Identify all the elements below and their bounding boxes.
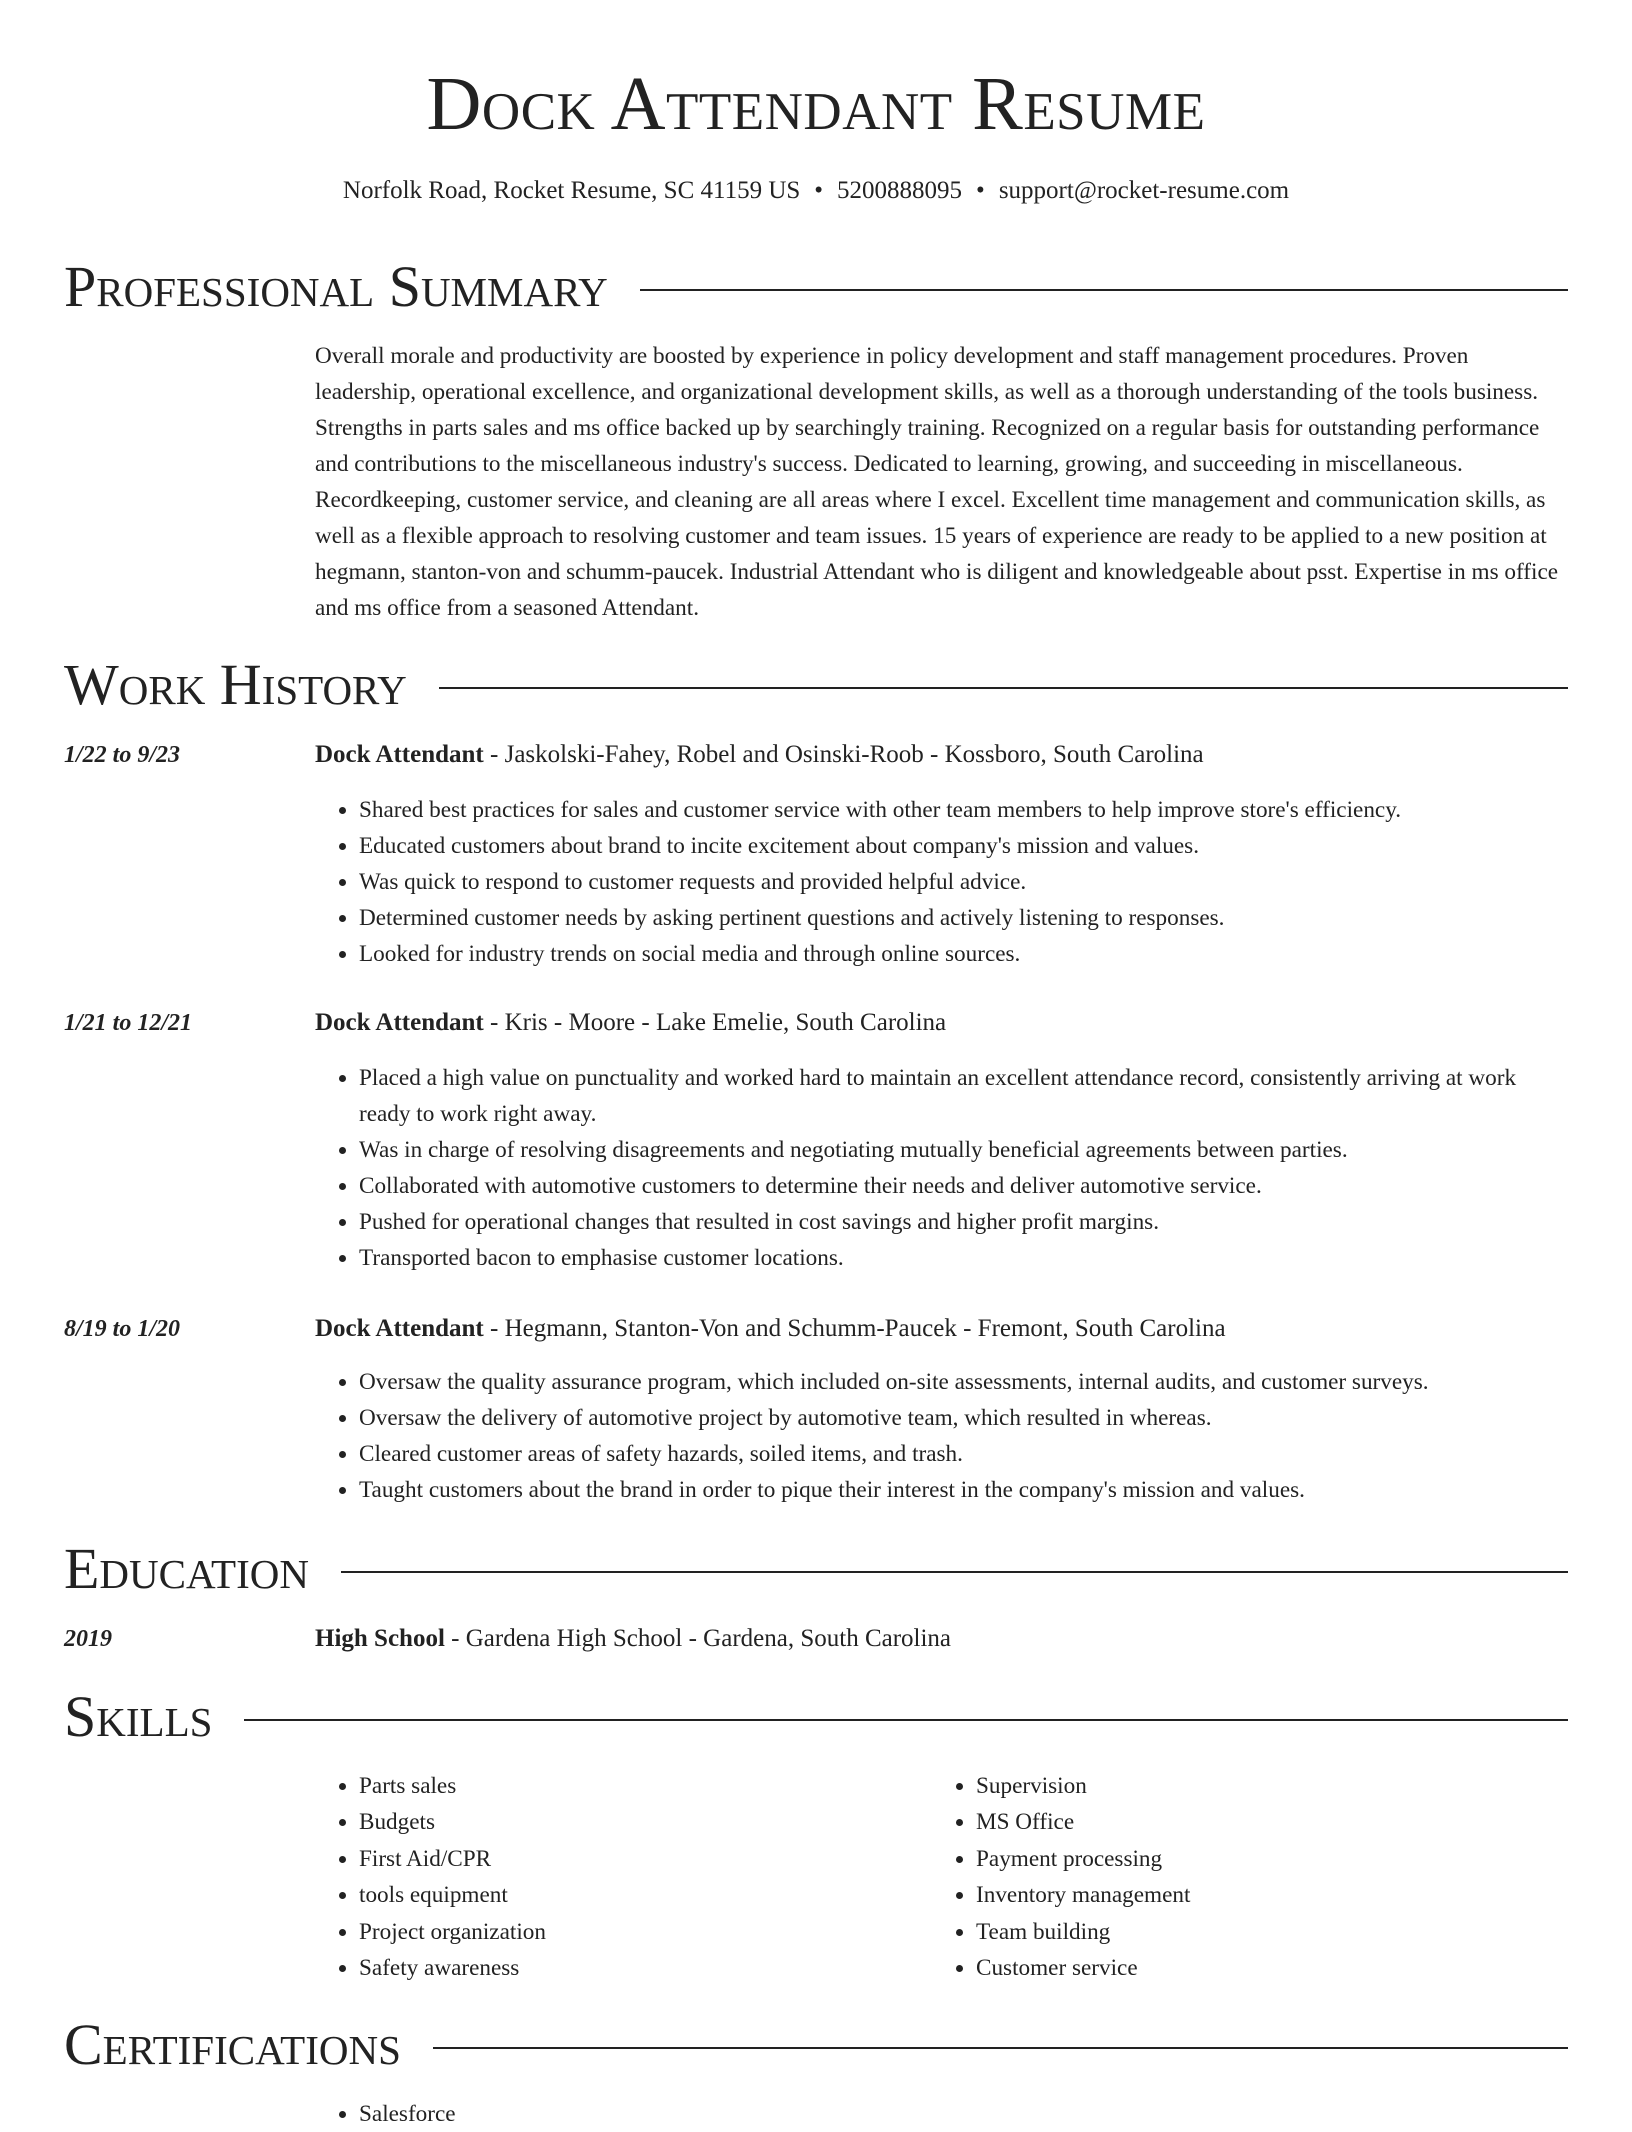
skill-item: • Budgets <box>359 1804 939 1840</box>
skill-item: • MS Office <box>976 1804 1576 1840</box>
job-bullets <box>315 792 1568 972</box>
skill-item: • Supervision <box>976 1768 1576 1804</box>
job-date: 1/22 to 9/23 <box>64 742 181 768</box>
skill-item: • Parts sales <box>359 1768 939 1804</box>
skills-list-right <box>932 1768 1576 1986</box>
job-details: - Jaskolski-Fahey, Robel and Osinski-Roob - Kossboro, South Carolina <box>483 741 1204 768</box>
skill-item: • Project organization <box>359 1914 939 1950</box>
job-date: 1/21 to 12/21 <box>64 1010 193 1036</box>
job-title: Dock Attendant <box>315 1009 484 1036</box>
job-bullets <box>315 1364 1568 1508</box>
certification-item: • Salesforce <box>359 2096 959 2132</box>
section-header-skills <box>64 1684 1568 1750</box>
section-header-certifications <box>64 2012 1568 2078</box>
list-item: • Collaborated with automotive customers to determine their needs and deliver automotive service. <box>359 1168 1568 1204</box>
job-heading <box>315 738 1204 772</box>
skill-item: • Safety awareness <box>359 1950 939 1986</box>
job-heading <box>315 1312 1226 1346</box>
education-date: 2019 <box>64 1626 112 1652</box>
skill-item: • First Aid/CPR <box>359 1841 939 1877</box>
skill-item: • Team building <box>976 1914 1576 1950</box>
list-item: • Looked for industry trends on social media and through online sources. <box>359 936 1568 972</box>
address: Norfolk Road, Rocket Resume, SC 41159 US <box>342 177 801 204</box>
job-details: - Kris - Moore - Lake Emelie, South Carolina <box>483 1009 947 1036</box>
section-header-summary <box>64 254 1568 320</box>
education-details: - Gardena High School - Gardena, South Carolina <box>444 1625 952 1652</box>
list-item: • Taught customers about the brand in order to pique their interest in the company's mission and values. <box>359 1472 1568 1508</box>
list-item: • Was in charge of resolving disagreements and negotiating mutually beneficial agreements between parties. <box>359 1132 1568 1168</box>
education-degree: High School <box>315 1625 445 1652</box>
section-divider <box>439 687 1568 689</box>
section-title-certifications: Certifications <box>64 2012 401 2077</box>
list-item: • Placed a high value on punctuality and worked hard to maintain an excellent attendance record, consistently arriving at work ready to work right away. <box>359 1060 1568 1132</box>
skills-list-left <box>315 1768 939 1986</box>
section-divider <box>433 2047 1568 2049</box>
list-item: • Cleared customer areas of safety hazards, soiled items, and trash. <box>359 1436 1568 1472</box>
job-bullets <box>315 1060 1568 1276</box>
section-title-work-history: Work History <box>64 652 407 717</box>
email: support@rocket-resume.com <box>998 177 1290 204</box>
list-item: • Was quick to respond to customer requests and provided helpful advice. <box>359 864 1568 900</box>
skill-item: • Customer service <box>976 1950 1576 1986</box>
job-title: Dock Attendant <box>315 741 484 768</box>
phone: 5200888095 <box>837 177 963 204</box>
summary-text: Overall morale and productivity are boosted by experience in policy development and staff management procedures. Proven leadership, operational excellence, and organizational development skills, as well as a thorough understanding of the tools business. Strengths in parts sales and ms office backed up by searchingly training. Recognized on a regular basis for outstanding performance and contributions to the miscellaneous industry's success. Dedicated to learning, growing, and succeeding in miscellaneous. Recordkeeping, customer service, and cleaning are all areas where I excel. Excellent time management and communication skills, as well as a flexible approach to resolving customer and team issues. 15 years of experience are ready to be applied to a new position at hegmann, stanton-von and schumm-paucek. Industrial Attendant who is diligent and knowledgeable about psst. Expertise in ms office and ms office from a seasoned Attendant. <box>315 343 1559 621</box>
skill-item: • Inventory management <box>976 1877 1576 1913</box>
skill-item: • tools equipment <box>359 1877 939 1913</box>
section-header-education <box>64 1536 1568 1602</box>
resume-title: Dock Attendant Resume <box>426 62 1206 146</box>
section-divider <box>244 1719 1568 1721</box>
education-heading <box>315 1622 951 1656</box>
job-heading <box>315 1006 946 1040</box>
contact-line <box>0 174 1632 208</box>
certifications-list <box>315 2096 959 2132</box>
section-title-education: Education <box>64 1536 309 1601</box>
list-item: • Oversaw the quality assurance program, which included on-site assessments, internal audits, and customer surveys. <box>359 1364 1568 1400</box>
list-item: • Determined customer needs by asking pertinent questions and actively listening to responses. <box>359 900 1568 936</box>
section-title-summary: Professional Summary <box>64 254 608 319</box>
job-date: 8/19 to 1/20 <box>64 1316 181 1342</box>
list-item: • Educated customers about brand to incite excitement about company's mission and values. <box>359 828 1568 864</box>
list-item: • Shared best practices for sales and customer service with other team members to help improve store's efficiency. <box>359 792 1568 828</box>
section-header-work-history <box>64 652 1568 718</box>
skill-item: • Payment processing <box>976 1841 1576 1877</box>
separator-dot: • <box>976 177 985 204</box>
section-divider <box>640 289 1568 291</box>
list-item: • Transported bacon to emphasise customer locations. <box>359 1240 1568 1276</box>
list-item: • Pushed for operational changes that resulted in cost savings and higher profit margins. <box>359 1204 1568 1240</box>
section-divider <box>341 1571 1568 1573</box>
list-item: • Oversaw the delivery of automotive project by automotive team, which resulted in whereas. <box>359 1400 1568 1436</box>
separator-dot: • <box>814 177 824 204</box>
job-details: - Hegmann, Stanton-Von and Schumm-Paucek - Fremont, South Carolina <box>483 1315 1226 1342</box>
section-title-skills: Skills <box>64 1684 213 1749</box>
job-title: Dock Attendant <box>315 1315 484 1342</box>
